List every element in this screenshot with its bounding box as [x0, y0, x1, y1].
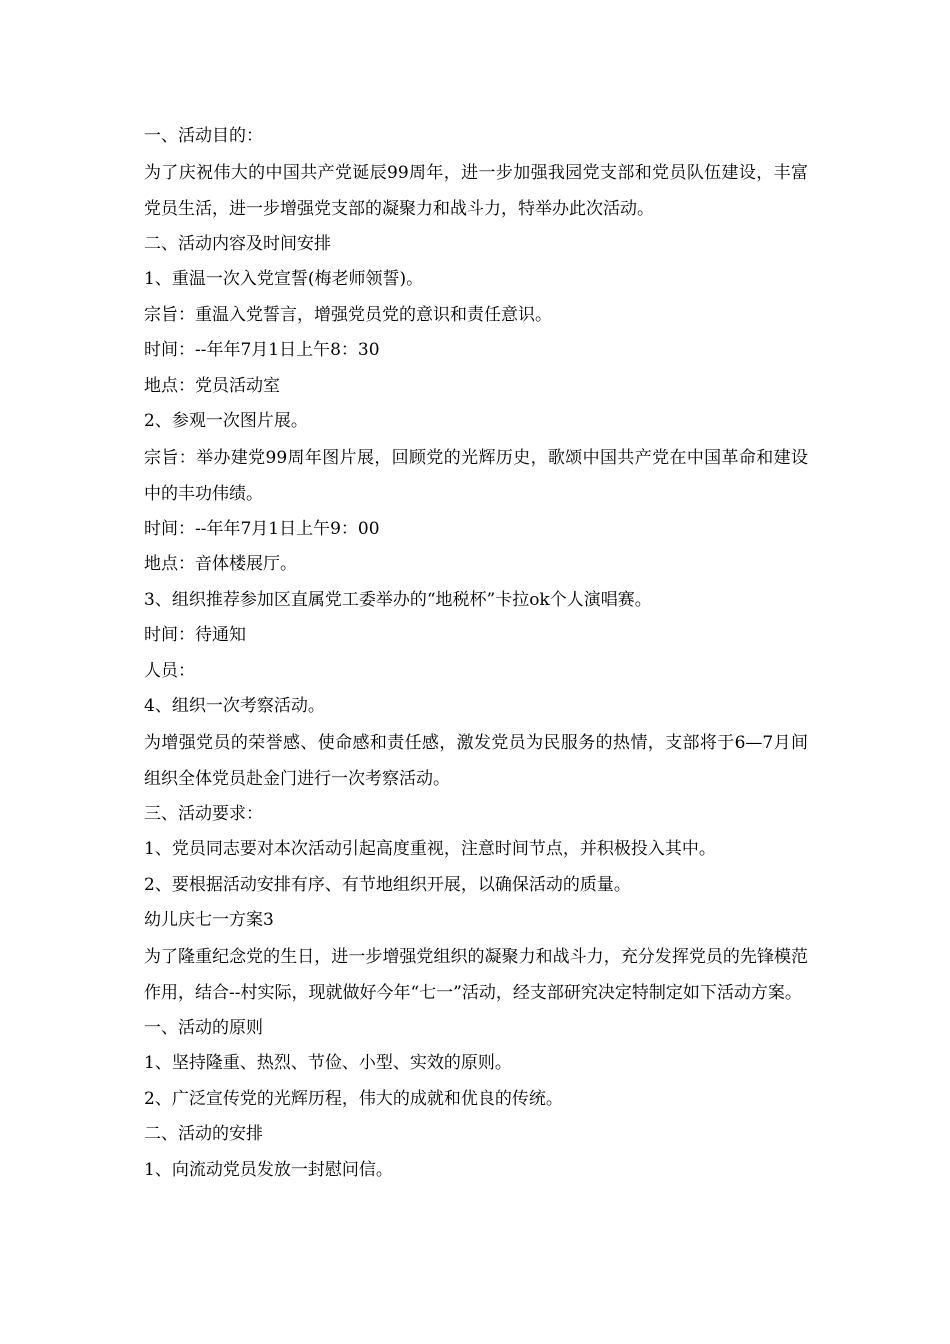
paragraph: 为了庆祝伟大的中国共产党诞辰99周年，进一步加强我园党支部和党员队伍建设，丰富党员生活，进一步增强党支部的凝聚力和战斗力，特举办此次活动。: [144, 162, 808, 219]
list-item: 1、向流动党员发放一封慰问信。: [144, 1159, 393, 1180]
text-line: 时间：--年年7月1日上午9：00: [144, 518, 380, 539]
list-item: 2、参观一次图片展。: [144, 411, 308, 431]
paragraph: 为了隆重纪念党的生日，进一步增强党组织的凝聚力和战斗力，充分发挥党员的先锋模范作用，结合--村实际，现就做好今年“七一”活动，经支部研究决定特制定如下活动方案。: [144, 946, 808, 1003]
list-item: 2、要根据活动安排有序、有节地组织开展，以确保活动的质量。: [144, 874, 631, 895]
section-heading: 三、活动要求：: [144, 803, 263, 824]
list-item: 3、组织推荐参加区直属党工委举办的“地税杯”卡拉ok个人演唱赛。: [144, 589, 652, 610]
paragraph: 为增强党员的荣誉感、使命感和责任感，激发党员为民服务的热情，支部将于6—7月间组织全体党员赴金门进行一次考察活动。: [144, 732, 808, 789]
text-line: 时间：待通知: [144, 625, 246, 645]
section-heading: 二、活动的安排: [144, 1124, 263, 1144]
list-item: 4、组织一次考察活动。: [144, 696, 325, 716]
text-line: 地点：音体楼展厅。: [144, 554, 297, 574]
text-line: 宗旨：重温入党誓言，增强党员党的意识和责任意识。: [144, 304, 552, 325]
paragraph: 宗旨：举办建党99周年图片展，回顾党的光辉历史，歌颂中国共产党在中国革命和建设中的丰功伟绩。: [144, 447, 808, 504]
list-item: 1、重温一次入党宣誓(梅老师领誓)。: [144, 269, 424, 289]
list-item: 1、坚持隆重、热烈、节俭、小型、实效的原则。: [144, 1053, 512, 1073]
list-item: 1、党员同志要对本次活动引起高度重视，注意时间节点，并积极投入其中。: [144, 839, 716, 859]
text-line: 地点：党员活动室: [144, 375, 280, 396]
list-item: 2、广泛宣传党的光辉历程，伟大的成就和优良的传统。: [144, 1088, 563, 1109]
section-heading: 一、活动的原则: [144, 1017, 263, 1038]
section-heading: 二、活动内容及时间安排: [144, 233, 331, 254]
text-line: 时间：--年年7月1日上午8：30: [144, 340, 380, 360]
document-body: [144, 119, 808, 1188]
document-title: 幼儿庆七一方案3: [144, 910, 274, 930]
section-heading: 一、活动目的：: [144, 126, 263, 146]
text-line: 人员：: [144, 660, 195, 681]
